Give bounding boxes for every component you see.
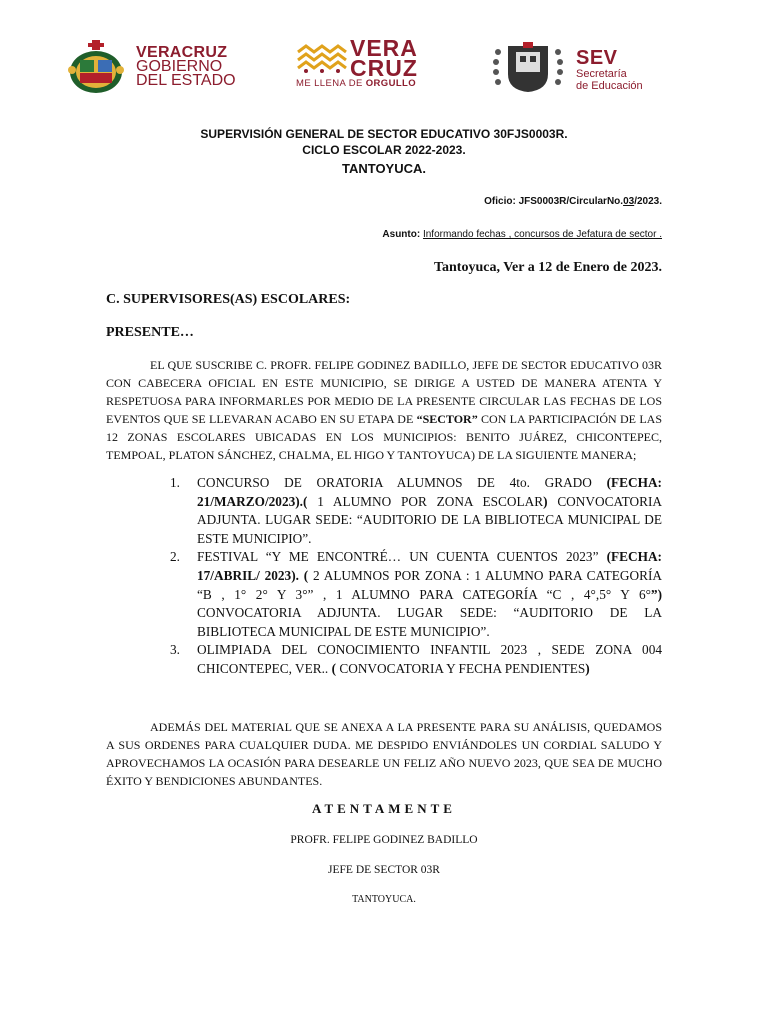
logo-text-del-estado: DEL ESTADO: [136, 72, 236, 89]
asunto-line: Asunto: Informando fechas , concursos de Jefatura de sector .: [382, 229, 662, 240]
logo-text-vera: VERA: [350, 35, 418, 61]
logo-text-gobierno: GOBIERNO: [136, 58, 223, 75]
presente-heading: PRESENTE…: [106, 325, 194, 340]
knot-pattern-icon: [296, 44, 348, 74]
signer-position: JEFE DE SECTOR 03R: [328, 864, 440, 876]
list-item: 1. CONCURSO DE ORATORIA ALUMNOS DE 4to. GRADO (FECHA: 21/MARZO/2023).( 1 ALUMNO POR ZONA ESCOLAR) CONVOCATORIA ADJUNTA. LUGAR SEDE: “AUDITORIO DE LA BIBLIOTECA MUNICIPAL DE ESTE MUNICIPIO”.: [170, 475, 662, 546]
logo-text-sev: SEV: [576, 47, 618, 69]
oficio-reference: Oficio: JFS0003R/CircularNo.03/2023.: [484, 196, 662, 207]
veracruz-brand-logo: [292, 35, 452, 98]
sev-shield-icon: [490, 40, 566, 94]
logo-text-de-educacion: de Educación: [576, 80, 643, 92]
signer-place: TANTOYUCA.: [352, 894, 416, 905]
state-seal-icon: [66, 40, 126, 94]
logo-text-secretaria: Secretaría: [576, 68, 627, 80]
atentamente-heading: ATENTAMENTE: [312, 801, 456, 816]
logo-text-cruz: CRUZ: [350, 55, 418, 81]
intro-paragraph: EL QUE SUSCRIBE C. PROFR. FELIPE GODINEZ BADILLO, JEFE DE SECTOR EDUCATIVO 03R CON CABECERA OFICIAL EN ESTE MUNICIPIO, SE DIRIGE A USTED DE MANERA ATENTA Y RESPETUOSA PARA INFORMARLES POR MEDIO DE LA PRESENTE CIRCULAR LAS FECHAS DE LOS EVENTOS QUE SE LLEVARAN ACABO EN SU ETAPA DE “SECTOR” CON LA PARTICIPACIÓN DE LAS 12 ZONAS ESCOLARES UBICADAS EN LOS MUNICIPIOS: BENITO JUÁREZ, CHICONTEPEC, TEMPOAL, PLATON SÁNCHEZ, CHALMA, EL HIGO Y TANTOYUCA) DE LA SIGUIENTE MANERA;: [106, 358, 662, 462]
sev-logo: [488, 38, 688, 98]
signer-name: PROFR. FELIPE GODINEZ BADILLO: [290, 834, 478, 846]
recipient-heading: C. SUPERVISORES(AS) ESCOLARES:: [106, 292, 351, 307]
list-item: 3. OLIMPIADA DEL CONOCIMIENTO INFANTIL 2023 , SEDE ZONA 004 CHICONTEPEC, VER.. ( CONVOCATORIA Y FECHA PENDIENTES): [170, 642, 662, 676]
title-supervision: SUPERVISIÓN GENERAL DE SECTOR EDUCATIVO 30FJS0003R.: [200, 127, 568, 141]
closing-paragraph: ADEMÁS DEL MATERIAL QUE SE ANEXA A LA PRESENTE PARA SU ANÁLISIS, QUEDAMOS A SUS ORDENES PARA CUALQUIER DUDA. ME DESPIDO ENVIÁNDOLES UN CORDIAL SALUDO Y APROVECHAMOS LA OCASIÓN PARA DESEARLE UN FELIZ AÑO NUEVO 2023, QUE SEA DE MUCHO ÉXITO Y BENDICIONES ABUNDANTES.: [106, 720, 662, 788]
list-item: 2. FESTIVAL “Y ME ENCONTRÉ… UN CUENTA CUENTOS 2023” (FECHA: 17/ABRIL/ 2023). ( 2 ALUMNOS POR ZONA : 1 ALUMNO PARA CATEGORÍA “B , 1° 2° Y 3°” , 1 ALUMNO PARA CATEGORÍA “C , 4°,5° Y 6°”) CONVOCATORIA ADJUNTA. LUGAR SEDE: “AUDITORIO DE LA BIBLIOTECA MUNICIPAL DE ESTE MUNICIPIO”.: [170, 549, 662, 639]
logo-text-veracruz: VERACRUZ: [136, 44, 228, 61]
title-tantoyuca: TANTOYUCA.: [341, 161, 427, 176]
title-ciclo-escolar: CICLO ESCOLAR 2022-2023.: [302, 143, 466, 157]
gobierno-veracruz-logo: [66, 38, 266, 98]
logo-tagline: ME LLENA DE ORGULLO: [296, 78, 417, 89]
date-line: Tantoyuca, Ver a 12 de Enero de 2023.: [433, 260, 662, 275]
events-list: [170, 474, 662, 679]
